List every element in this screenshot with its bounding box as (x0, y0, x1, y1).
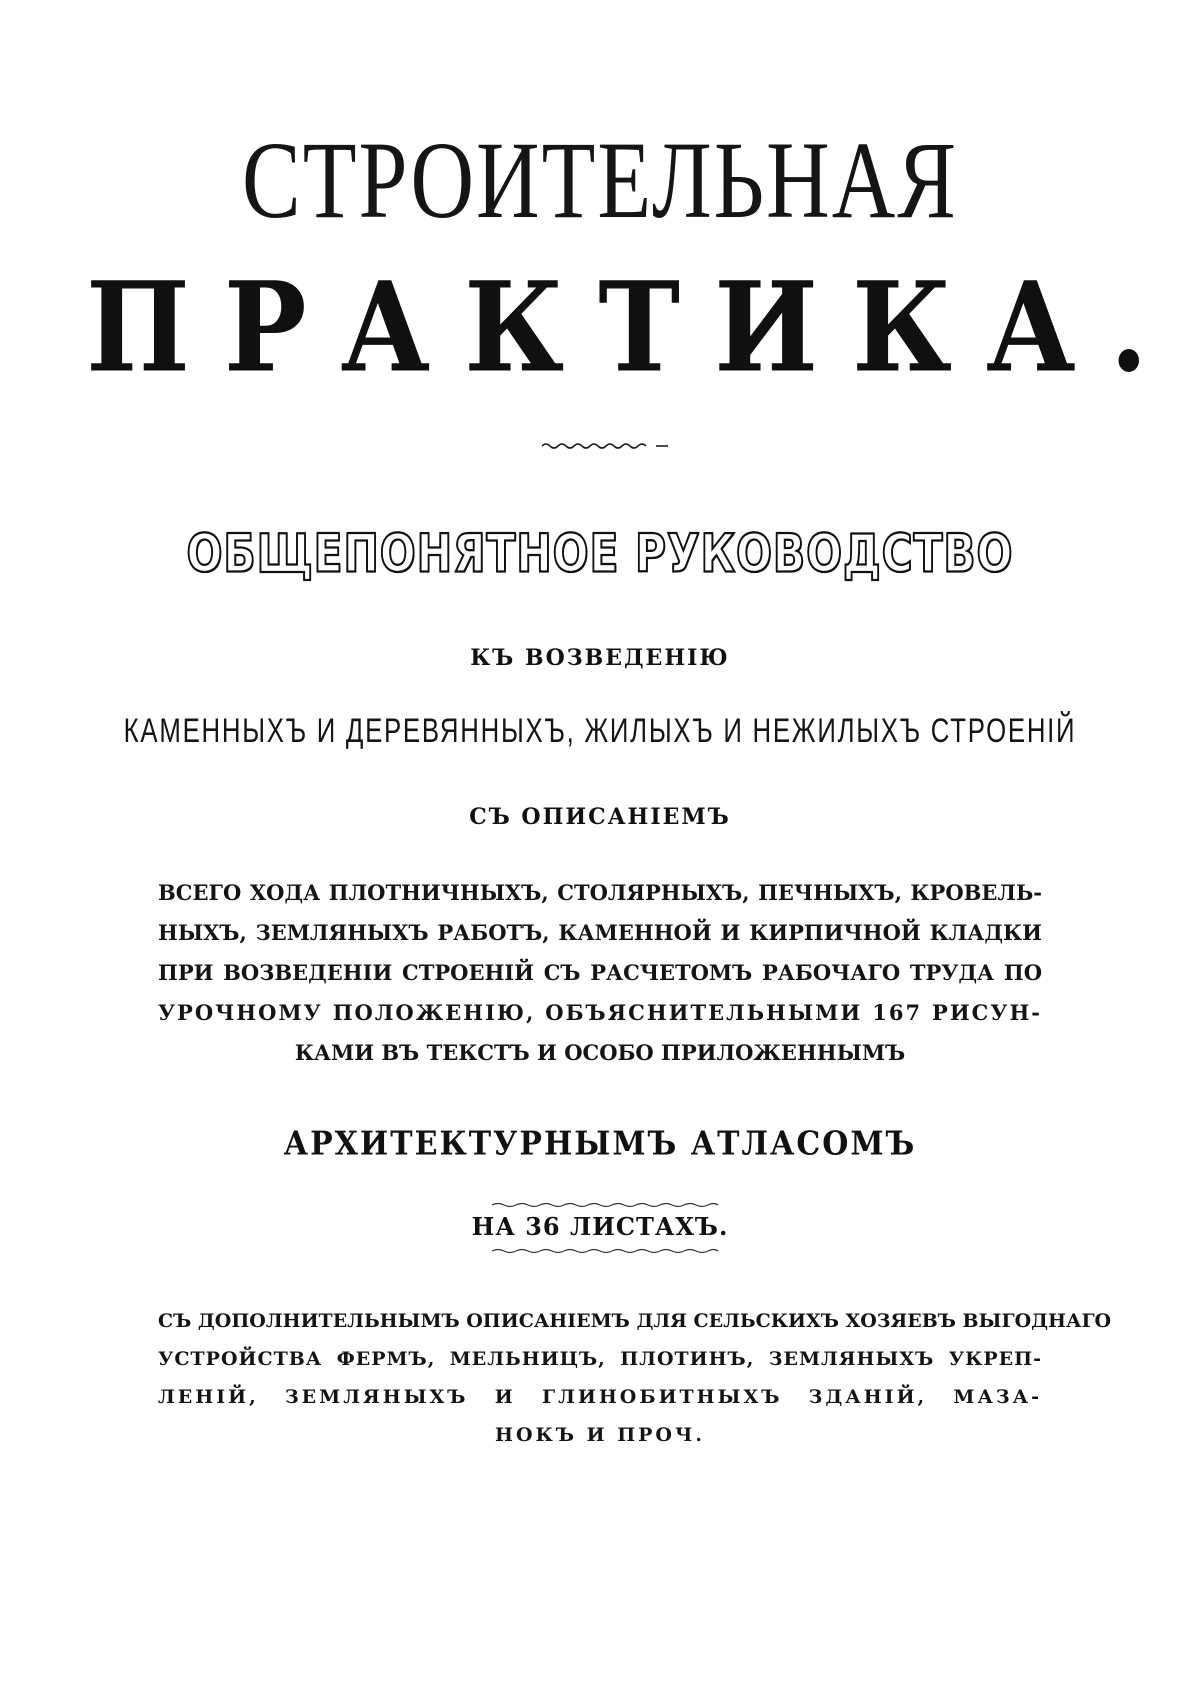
atlas-line: АРХИТЕКТУРНЫМЪ АТЛАСОМЪ (283, 1125, 917, 1164)
title-line-1: СТРОИТЕЛЬНАЯ (242, 120, 958, 242)
decorative-rule-top (490, 1202, 720, 1208)
description-line: КАМИ ВЪ ТЕКСТЪ И ОСОБО ПРИЛОЖЕННЫМЪ (294, 1040, 906, 1065)
subtitle: ОБЩЕПОНЯТНОЕ РУКОВОДСТВО (186, 522, 1014, 585)
description-line: УРОЧНОМУ ПОЛОЖЕНІЮ, ОБЪЯСНИТЕЛЬНЫМИ 167 РИСУН- (158, 1000, 1042, 1025)
title-line-2: ПРАКТИКА. (86, 255, 1182, 400)
decorative-rule-bottom (490, 1248, 720, 1254)
addendum-line: ЛЕНІЙ, ЗЕМЛЯНЫХЪ И ГЛИНОБИТНЫХЪ ЗДАНІЙ, МАЗА- (158, 1386, 1042, 1408)
addendum-line: УСТРОЙСТВА ФЕРМЪ, МЕЛЬНИЦЪ, ПЛОТИНЪ, ЗЕМЛЯНЫХЪ УКРЕП- (158, 1348, 1042, 1370)
addendum-line: НОКЪ И ПРОЧ. (495, 1424, 705, 1446)
description-line: НЫХЪ, ЗЕМЛЯНЫХЪ РАБОТЪ, КАМЕННОЙ И КИРПИЧНОЙ КЛАДКИ (158, 920, 1042, 945)
buildings-line: КАМЕННЫХЪ И ДЕРЕВЯННЫХЪ, ЖИЛЫХЪ И НЕЖИЛЫХЪ СТРОЕНІЙ (123, 712, 1077, 750)
with-description-line: СЪ ОПИСАНІЕМЪ (469, 804, 731, 830)
decorative-squiggle (540, 438, 672, 452)
sheets-line: НА 36 ЛИСТАХЪ. (471, 1212, 729, 1241)
addendum-line: СЪ ДОПОЛНИТЕЛЬНЫМЪ ОПИСАНІЕМЪ ДЛЯ СЕЛЬСКИХЪ ХОЗЯЕВЪ ВЫГОДНАГО (158, 1310, 1112, 1332)
to-construction-line: КЪ ВОЗВЕДЕНІЮ (470, 645, 730, 671)
description-line: ПРИ ВОЗВЕДЕНІИ СТРОЕНІЙ СЪ РАСЧЕТОМЪ РАБОЧАГО ТРУДА ПО (158, 960, 1042, 985)
description-line: ВСЕГО ХОДА ПЛОТНИЧНЫХЪ, СТОЛЯРНЫХЪ, ПЕЧНЫХЪ, КРОВЕЛЬ- (158, 880, 1042, 905)
